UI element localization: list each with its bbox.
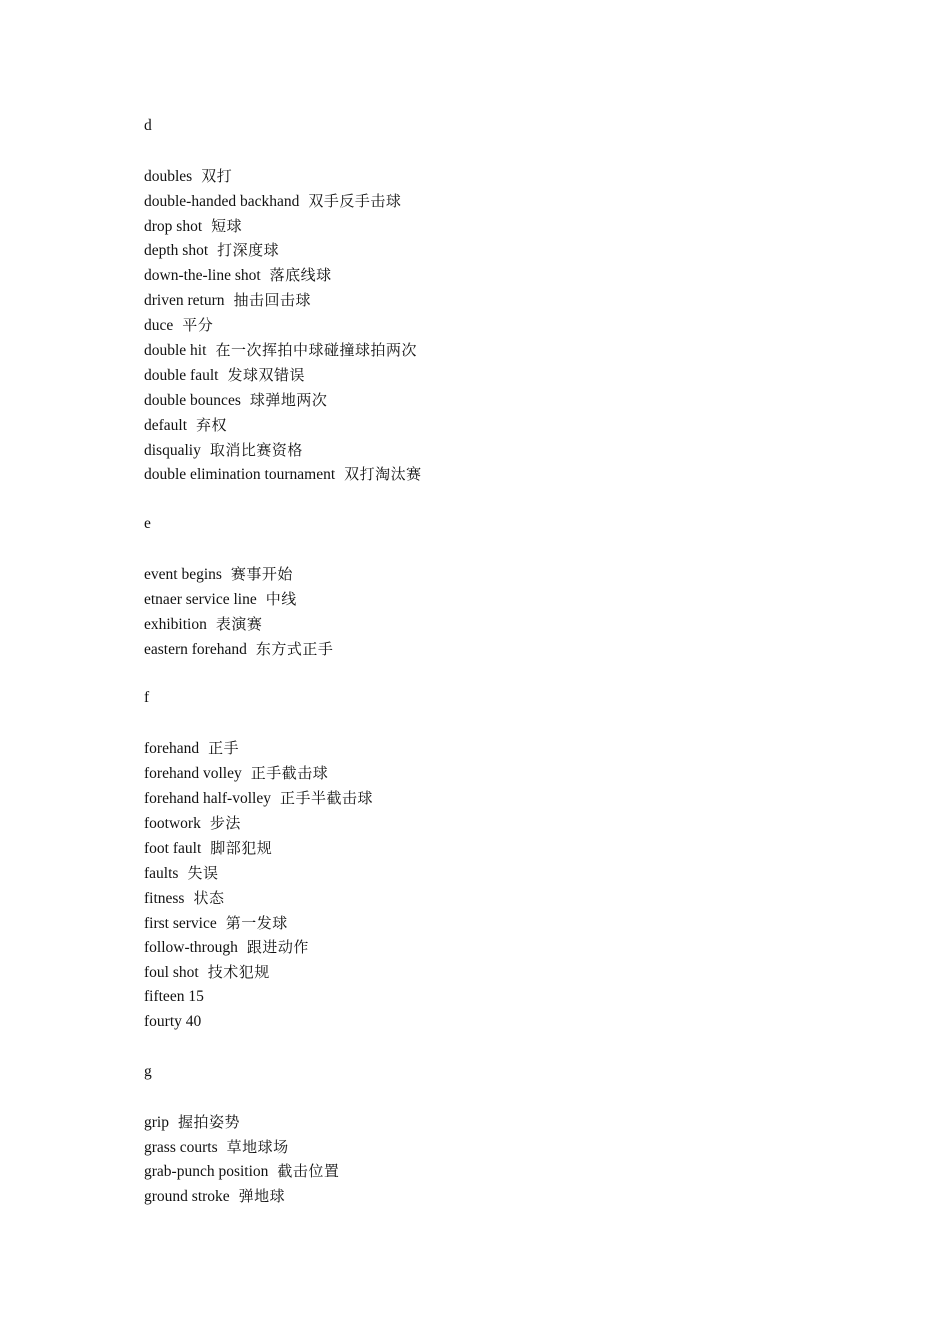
entry-term-english: footwork [144,814,201,832]
entry-term-chinese: 抽击回击球 [233,291,311,310]
blank-line [144,537,904,562]
glossary-entry [144,1110,904,1135]
glossary-entry [144,462,904,487]
glossary-entry [144,189,904,214]
entry-term-chinese: 正手半截击球 [279,789,373,808]
entry-term-english: forehand [144,740,200,758]
glossary-entry [144,413,904,438]
glossary-entry [144,562,904,587]
entry-term-english: double elimination tournament [144,466,336,484]
entry-term-chinese: 技术犯规 [207,963,270,982]
glossary-entry [144,886,904,911]
blank-line [144,711,904,736]
glossary-entry [144,388,904,413]
entry-term-english: double hit [144,342,207,360]
entry-term-english: first service [144,914,217,932]
entry-term-english: down-the-line shot [144,267,261,285]
entry-term-english: duce [144,317,174,335]
entry-term-english: forehand volley [144,765,242,783]
entry-term-chinese: 表演赛 [215,614,263,633]
entry-term-chinese: 第一发球 [225,913,288,932]
glossary-entry [144,786,904,811]
entry-term-english: fifteen 15 [144,988,204,1006]
entry-term-english: fourty 40 [144,1013,202,1031]
glossary-entry [144,761,904,786]
entry-term-english: doubles [144,167,193,185]
entry-term-english: double fault [144,366,219,384]
glossary-entry [144,313,904,338]
entry-term-english: grab-punch position [144,1163,269,1181]
entry-term-chinese: 跟进动作 [246,938,309,957]
entry-term-english: default [144,416,188,434]
glossary-entry [144,438,904,463]
glossary-entry [144,1135,904,1160]
glossary-entry [144,1159,904,1184]
entry-term-chinese: 步法 [209,813,241,832]
entry-term-english: double-handed backhand [144,192,300,210]
glossary-entry [144,612,904,637]
entry-term-english: driven return [144,292,225,310]
entry-term-english: depth shot [144,242,209,260]
glossary-entry [144,811,904,836]
glossary-entry [144,836,904,861]
glossary-section-f [144,686,904,1059]
glossary-entry [144,736,904,761]
entry-term-chinese: 东方式正手 [255,639,334,658]
entry-term-chinese: 短球 [211,216,243,235]
entry-term-chinese: 正手 [208,739,240,758]
entry-term-chinese: 取消比赛资格 [209,440,303,459]
entry-term-chinese: 在一次挥拍中球碰撞球拍两次 [215,341,417,360]
entry-term-chinese: 截击位置 [277,1162,340,1181]
glossary-entry [144,214,904,239]
section-letter-heading: d [144,117,152,134]
entry-term-chinese: 状态 [193,888,225,907]
glossary-page [144,114,904,1209]
entry-term-english: event begins [144,566,222,584]
entry-term-chinese: 握拍姿势 [177,1112,240,1131]
section-letter-heading: g [144,1062,152,1080]
blank-line [144,1035,904,1060]
entry-term-english: fitness [144,889,185,907]
entry-term-chinese: 赛事开始 [230,565,293,584]
entry-term-english: eastern forehand [144,640,247,658]
entry-term-chinese: 弹地球 [238,1187,286,1206]
entry-term-english: ground stroke [144,1188,230,1206]
entry-term-english: grass courts [144,1138,218,1156]
blank-line [144,662,904,687]
entry-term-english: foul shot [144,964,199,982]
entry-term-chinese: 失误 [187,863,219,882]
glossary-entry [144,238,904,263]
entry-term-chinese: 落底线球 [269,266,332,285]
glossary-entry [144,935,904,960]
entry-term-english: double bounces [144,391,241,409]
entry-term-chinese: 打深度球 [217,241,280,260]
entry-term-chinese: 双打淘汰赛 [344,465,422,484]
entry-term-english: disqualiy [144,441,201,459]
glossary-section-e [144,512,904,686]
entry-term-chinese: 中线 [265,589,297,608]
entry-term-chinese: 脚部犯规 [210,838,273,857]
glossary-entry [144,587,904,612]
entry-term-english: follow-through [144,939,238,957]
entry-term-english: forehand half-volley [144,790,271,808]
blank-line [144,1085,904,1110]
glossary-entry [144,960,904,985]
blank-line [144,139,904,164]
section-letter-heading: e [144,515,151,533]
glossary-entry [144,1010,904,1035]
entry-term-chinese: 发球双错误 [227,365,305,384]
entry-term-chinese: 球弹地两次 [249,390,328,409]
glossary-entry [144,288,904,313]
entry-term-english: exhibition [144,615,207,633]
entry-term-chinese: 双打 [201,166,233,185]
glossary-entry [144,911,904,936]
glossary-section-g [144,1060,904,1209]
glossary-entry [144,1184,904,1209]
entry-term-chinese: 草地球场 [226,1137,289,1156]
entry-term-chinese: 正手截击球 [250,764,329,783]
glossary-entry [144,985,904,1010]
entry-term-english: faults [144,864,179,882]
glossary-section-d [144,114,904,512]
glossary-entry [144,363,904,388]
glossary-entry [144,263,904,288]
entry-term-english: grip [144,1113,169,1131]
entry-term-english: etnaer service line [144,590,257,608]
glossary-entry [144,164,904,189]
entry-term-chinese: 平分 [182,316,214,335]
glossary-entry [144,637,904,662]
entry-term-chinese: 弃权 [196,415,228,434]
blank-line [144,487,904,512]
entry-term-chinese: 双手反手击球 [308,191,402,210]
entry-term-english: drop shot [144,217,203,235]
glossary-entry [144,861,904,886]
entry-term-english: foot fault [144,839,202,857]
section-letter-heading: f [144,689,150,707]
glossary-entry [144,338,904,363]
